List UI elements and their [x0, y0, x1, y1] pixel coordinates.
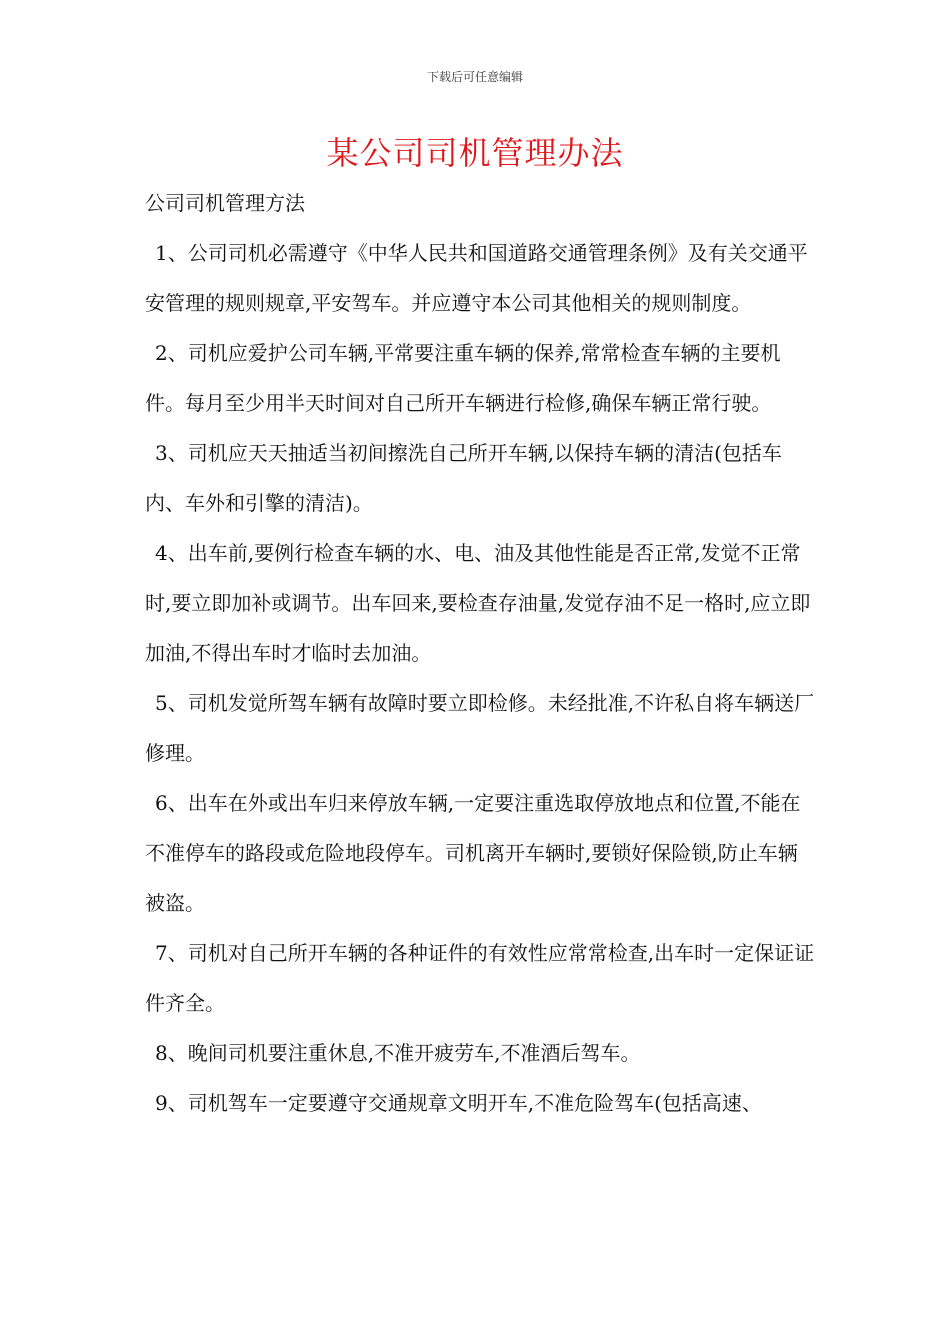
document-title: 某公司司机管理办法	[326, 134, 624, 172]
paragraph-1: 1、公司司机必需遵守《中华人民共和国道路交通管理条例》及有关交通平安管理的规则规章,平安驾车。并应遵守本公司其他相关的规则制度。	[145, 241, 808, 315]
paragraph-2: 2、司机应爱护公司车辆,平常要注重车辆的保养,常常检查车辆的主要机件。每月至少用半天时间对自己所开车辆进行检修,确保车辆正常行驶。	[145, 341, 781, 415]
header-note: 下载后可任意编辑	[426, 70, 523, 84]
paragraph-5: 5、司机发觉所驾车辆有故障时要立即检修。未经批准,不许私自将车辆送厂修理。	[145, 691, 815, 765]
paragraph-6: 6、出车在外或出车归来停放车辆,一定要注重选取停放地点和位置,不能在不准停车的路段或危险地段停车。司机离开车辆时,要锁好保险锁,防止车辆被盗。	[145, 791, 801, 915]
paragraph-4: 4、出车前,要例行检查车辆的水、电、油及其他性能是否正常,发觉不正常时,要立即加补或调节。出车回来,要检查存油量,发觉存油不足一格时,应立即加油,不得出车时才临时去加油。	[145, 541, 811, 665]
paragraph-9: 9、司机驾车一定要遵守交通规章文明开车,不准危险驾车(包括高速、	[155, 1091, 762, 1115]
paragraph-8: 8、晚间司机要注重休息,不准开疲劳车,不准酒后驾车。	[155, 1041, 641, 1065]
document-subtitle: 公司司机管理方法	[145, 191, 305, 215]
paragraph-3: 3、司机应天天抽适当初间擦洗自己所开车辆,以保持车辆的清洁(包括车内、车外和引擎的清洁)。	[145, 441, 782, 515]
document-body	[145, 178, 815, 1128]
paragraph-7: 7、司机对自己所开车辆的各种证件的有效性应常常检查,出车时一定保证证件齐全。	[145, 941, 815, 1015]
